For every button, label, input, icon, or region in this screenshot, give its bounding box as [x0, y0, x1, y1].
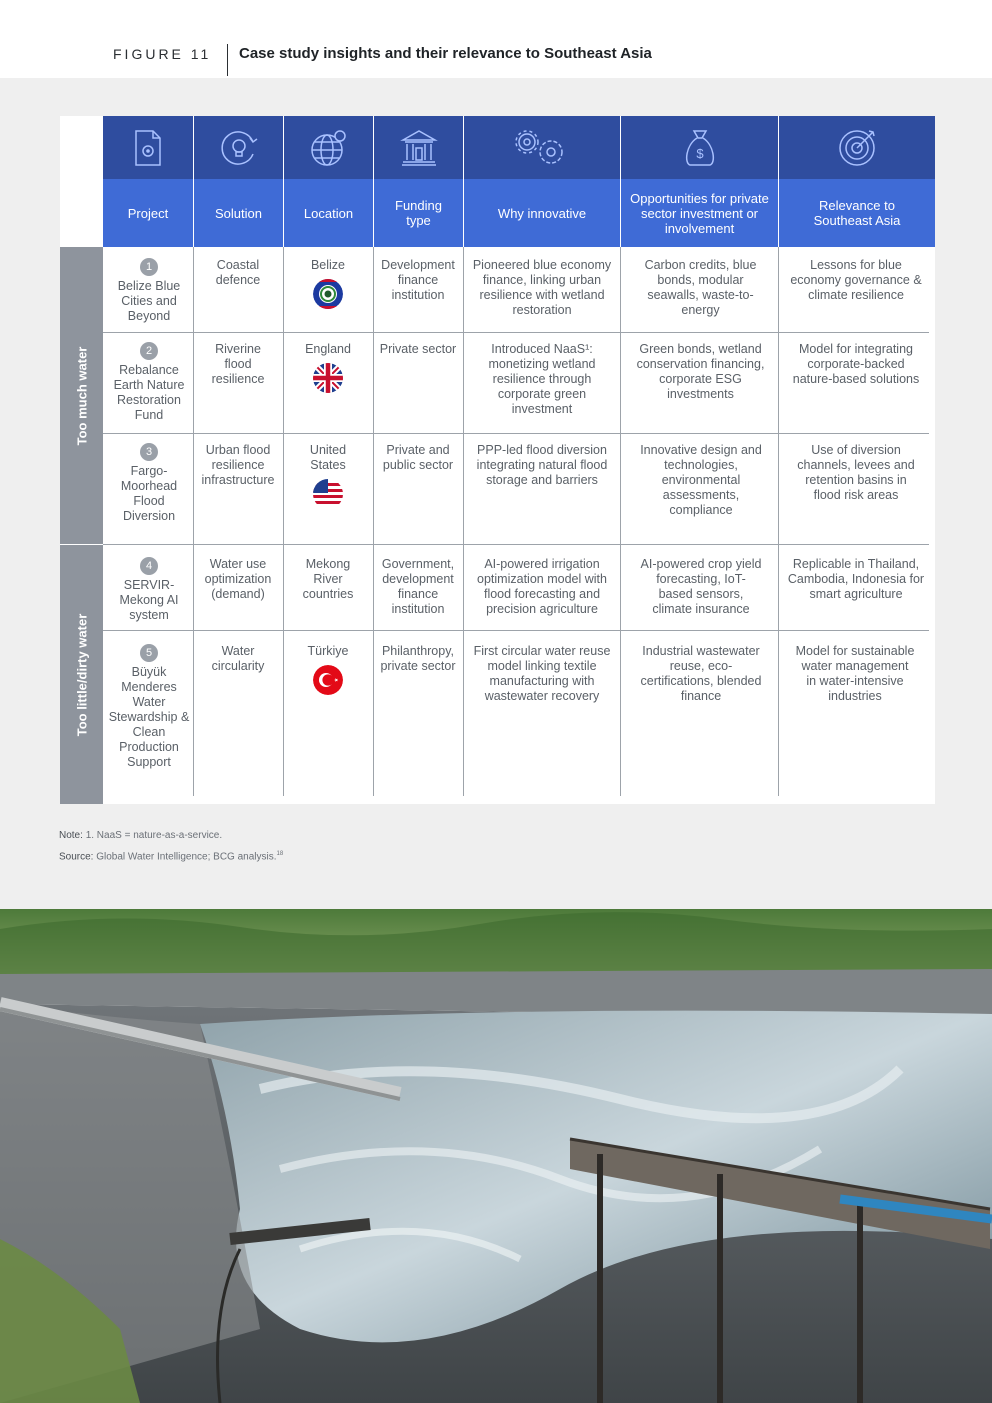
figure-header [0, 0, 992, 78]
group-label: Too little/dirty water [74, 613, 89, 736]
target-icon [835, 126, 879, 170]
photo-illustration [0, 909, 992, 1403]
project-name: SERVIR-Mekong AI system [119, 578, 179, 622]
location-name: England [305, 342, 351, 356]
globe-pin-icon [309, 128, 349, 168]
header-icon-project [103, 116, 193, 179]
table-row-3-project [112, 443, 186, 524]
table-row-5-solution: Water circularity [211, 644, 265, 673]
column-header-solution: Solution [194, 179, 283, 247]
location-name: Belize [310, 258, 346, 272]
table-row-2-solution: Riverine flood resilience [211, 342, 265, 386]
table-row-1-project [108, 258, 190, 324]
table-row-5-why: First circular water reuse model linking textile manufacturing with wastewater recovery [473, 644, 611, 703]
row-number-badge: 5 [140, 644, 158, 662]
table-note [59, 830, 222, 841]
table-source [59, 851, 283, 862]
table-row-2-location [288, 342, 368, 393]
grid-line [103, 332, 929, 333]
table-row-3-solution: Urban flood resilience infrastructure [201, 443, 275, 487]
project-name: Belize Blue Cities and Beyond [117, 279, 181, 323]
table-row-5-relevance: Model for sustainable water management in water-intensive industries [795, 644, 915, 703]
project-name: Fargo-Moorhead Flood Diversion [120, 464, 178, 523]
column-header-opportunities: Opportunities for private sector investment or involvement [621, 179, 778, 247]
table-row-5-project [108, 644, 190, 770]
column-header-project: Project [103, 179, 193, 247]
table-row-4-relevance: Replicable in Thailand, Cambodia, Indonesia for smart agriculture [787, 557, 925, 601]
table-row-1-relevance: Lessons for blue economy governance & climate resilience [790, 258, 922, 302]
table-row-5-opportunities: Industrial wastewater reuse, eco-certifications, blended finance [640, 644, 762, 703]
table-row-4-project [108, 557, 190, 623]
uk-flag-icon [313, 363, 343, 393]
grid-line [283, 247, 284, 796]
document-gear-icon [133, 129, 163, 167]
table-row-4-location: Mekong River countries [302, 557, 354, 601]
project-name: Rebalance Earth Nature Restoration Fund [113, 363, 185, 422]
header-icon-funding [374, 116, 463, 179]
table-row-2-why: Introduced NaaS¹: monetizing wetland resilience through corporate green investment [488, 342, 596, 416]
svg-text:$: $ [695, 145, 704, 161]
wastewater-pond-photo [0, 909, 992, 1403]
turkey-flag-icon [313, 665, 343, 695]
header-icon-why [464, 116, 620, 179]
table-row-1-solution: Coastal defence [215, 258, 261, 287]
gears-icon [511, 128, 573, 168]
group-too-much-water [60, 247, 103, 544]
column-header-location: Location [284, 179, 373, 247]
bank-icon [399, 128, 439, 168]
grid-line [373, 247, 374, 796]
us-flag-icon [313, 479, 343, 509]
grid-line [103, 544, 929, 545]
row-number-badge: 2 [140, 342, 158, 360]
grid-line [778, 247, 779, 796]
grid-line [193, 247, 194, 796]
header-icon-opportunities [621, 116, 778, 179]
note-text: 1. NaaS = nature-as-a-service. [85, 830, 223, 841]
header-icon-solution [194, 116, 283, 179]
belize-flag-icon [313, 279, 343, 309]
header-icon-relevance [779, 116, 935, 179]
money-bag-icon [680, 127, 720, 169]
source-text: Global Water Intelligence; BCG analysis. [96, 851, 277, 863]
header-icon-location [284, 116, 373, 179]
table-row-1-location [288, 258, 368, 309]
table-row-2-opportunities: Green bonds, wetland conservation financing, corporate ESG investments [636, 342, 765, 401]
table-row-4-solution: Water use optimization (demand) [204, 557, 272, 601]
source-label: Source: [59, 851, 94, 863]
table-row-1-why: Pioneered blue economy finance, linking urban resilience with wetland restoration [472, 258, 612, 317]
table-row-3-funding: Private and public sector [382, 443, 454, 472]
source-reference: 18 [276, 851, 284, 857]
row-number-badge: 3 [140, 443, 158, 461]
table-row-2-project [108, 342, 190, 423]
location-name: Türkiye [307, 644, 349, 658]
grid-line [620, 247, 621, 796]
row-number-badge: 4 [140, 557, 158, 575]
group-label: Too much water [74, 346, 89, 445]
project-name: Büyük Menderes Water Stewardship & Clean Production Support [108, 665, 190, 769]
table-row-4-why: AI-powered irrigation optimization model with flood forecasting and precision agriculture [477, 557, 607, 616]
table-row-4-opportunities: AI-powered crop yield forecasting, IoT-based sensors, climate insurance [640, 557, 762, 616]
table-row-2-funding: Private sector [379, 342, 457, 356]
lightbulb-cycle-icon [219, 128, 259, 168]
table-row-5-funding: Philanthropy, private sector [380, 644, 456, 673]
row-number-badge: 1 [140, 258, 158, 276]
table-row-4-funding: Government, development finance institution [381, 557, 455, 616]
table-row-5-location [288, 644, 368, 695]
grid-line [103, 630, 929, 631]
table-row-3-why: PPP-led flood diversion integrating natural flood storage and barriers [476, 443, 608, 487]
column-header-why: Why innovative [464, 179, 620, 247]
figure-title: Case study insights and their relevance to Southeast Asia [239, 45, 652, 62]
table-row-3-relevance: Use of diversion channels, levees and retention basins in flood risk areas [797, 443, 915, 502]
note-label: Note: [59, 830, 83, 841]
grid-line [463, 247, 464, 796]
table-row-3-opportunities: Innovative design and technologies, environmental assessments, compliance [640, 443, 762, 517]
figure-label: FIGURE 11 [113, 46, 212, 62]
table-row-1-opportunities: Carbon credits, blue bonds, modular seawalls, waste-to-energy [644, 258, 757, 317]
table-row-3-location [298, 443, 358, 509]
table-row-2-relevance: Model for integrating corporate-backed nature-based solutions [792, 342, 920, 386]
table-row-1-funding: Development finance institution [381, 258, 455, 302]
group-too-little-dirty-water [60, 545, 103, 804]
header-divider [227, 44, 228, 76]
location-name: United States [309, 443, 347, 472]
column-header-relevance: Relevance to Southeast Asia [779, 179, 935, 247]
column-header-funding: Funding type [374, 179, 463, 247]
grid-line [103, 433, 929, 434]
